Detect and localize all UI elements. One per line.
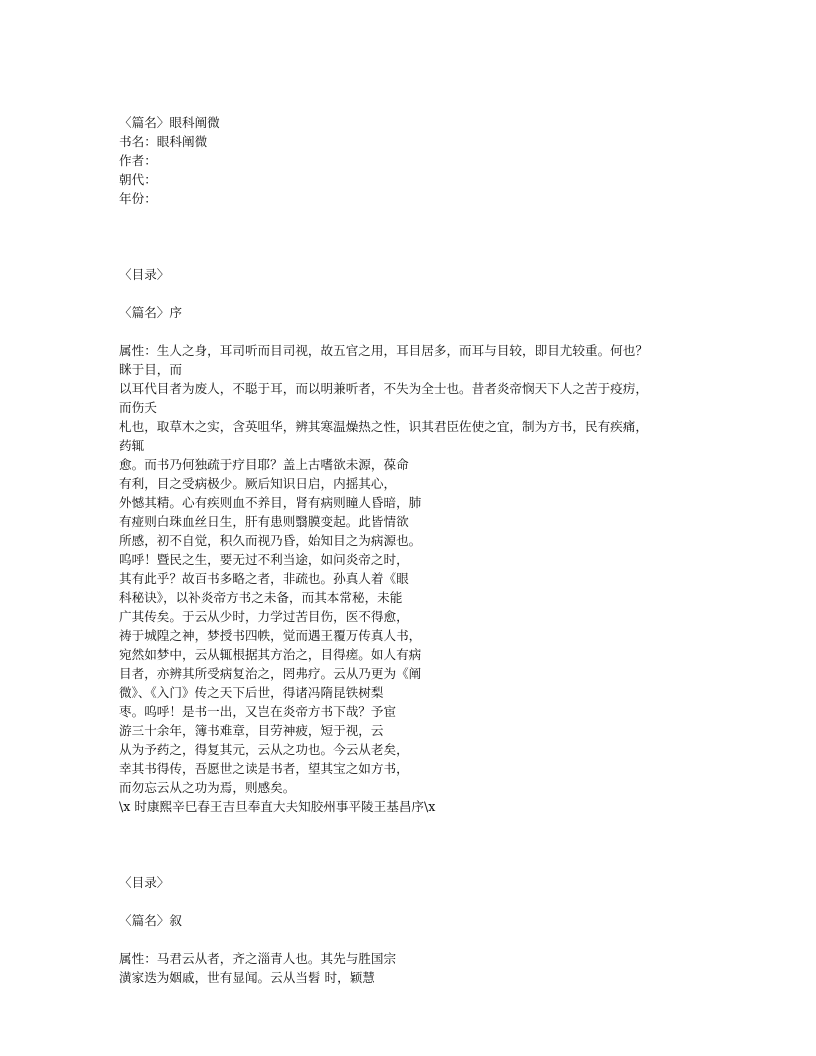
text-line: 药辄 xyxy=(119,438,145,453)
text-line: 外憾其精。心有疾则血不养目，肾有病则瞳人昏暗，肺 xyxy=(119,495,422,510)
text-line: 而勿忘云从之功为焉，则感矣。 xyxy=(119,780,296,795)
toc-label: 〈目录〉 xyxy=(119,267,170,282)
text-line: 以耳代目者为废人，不聪于耳，而以明兼听者，不失为全士也。昔者炎帝悯天下人之苦于疫疠， xyxy=(119,381,648,396)
text-line: 呜呼！暨民之生，要无过不利当途，如问炎帝之时， xyxy=(119,552,409,567)
preface-body xyxy=(119,341,709,816)
text-line: 游三十余年，簿书难章，目劳神疲，短于视，云 xyxy=(119,723,384,738)
text-line: 幸其书得传，吾愿世之读是书者，望其宝之如方书， xyxy=(119,761,409,776)
text-line: 属性：生人之身，耳司听而目司视，故五官之用，耳目居多，而耳与目较，即目尤较重。何也？ xyxy=(119,343,648,358)
section-title-preface: 〈篇名〉序 xyxy=(119,305,182,320)
text-line: 从为予药之，得复其元，云从之功也。今云从老矣， xyxy=(119,742,409,757)
year-field: 年份： xyxy=(119,191,157,206)
text-line: 而伤夭 xyxy=(119,400,157,415)
text-line: 祷于城隍之神，梦授书四帙，觉而遇王覆万传真人书， xyxy=(119,628,422,643)
text-line: 有利，目之受病极少。厥后知识日启，内摇其心， xyxy=(119,476,397,491)
text-line: 科秘诀》，以补炎帝方书之未备，而其本常秘，未能 xyxy=(119,590,403,605)
text-line: 愈。而书乃何独疏于疗目耶？盖上古嗜欲未源，葆命 xyxy=(119,457,409,472)
text-line: 札也，取草木之实，含英咀华，辨其寒温燥热之性，识其君臣佐使之宜，制为方书，民有疾痛， xyxy=(119,419,648,434)
chapter-title-tag: 〈篇名〉眼科阐微 xyxy=(119,115,220,130)
text-line: 眯于目，而 xyxy=(119,362,182,377)
text-line: 广其传矣。于云从少时，力学过苦目伤，医不得愈， xyxy=(119,609,409,624)
dynasty-field: 朝代： xyxy=(119,172,157,187)
narrative-body xyxy=(119,949,709,987)
text-line: 微》、《入门》传之天下后世，得诸冯隋昆铁树梨 xyxy=(119,685,384,700)
book-name: 书名：眼科阐微 xyxy=(119,134,208,149)
text-line: 其有此乎？故百书多略之者，非疏也。孙真人着《眼 xyxy=(119,571,409,586)
preface-signature: \x 时康熙辛巳春王吉旦奉直大夫知胶州事平陵王基昌序\x xyxy=(119,799,436,814)
text-line: 潢家迭为姻戚，世有显闻。云从当髫 时，颖慧 xyxy=(119,970,375,985)
text-line: 所感，初不自觉，积久而视乃昏，始知目之为病源也。 xyxy=(119,533,422,548)
document-page xyxy=(119,113,709,987)
author-field: 作者： xyxy=(119,153,157,168)
toc-label: 〈目录〉 xyxy=(119,875,170,890)
text-line: 目者，亦辨其所受病复治之，罔弗疗。云从乃更为《阐 xyxy=(119,666,422,681)
text-line: 属性：马君云从者，齐之淄青人也。其先与胜国宗 xyxy=(119,951,397,966)
text-line: 宛然如梦中，云从辄根据其方治之，目得瘥。如人有病 xyxy=(119,647,422,662)
text-line: 枣。呜呼！是书一出，又岂在炎帝方书下哉？予宦 xyxy=(119,704,397,719)
section-title-narrative: 〈篇名〉叙 xyxy=(119,913,182,928)
text-line: 有痖则白珠血丝日生，肝有患则翳膜变起。此皆情欲 xyxy=(119,514,409,529)
